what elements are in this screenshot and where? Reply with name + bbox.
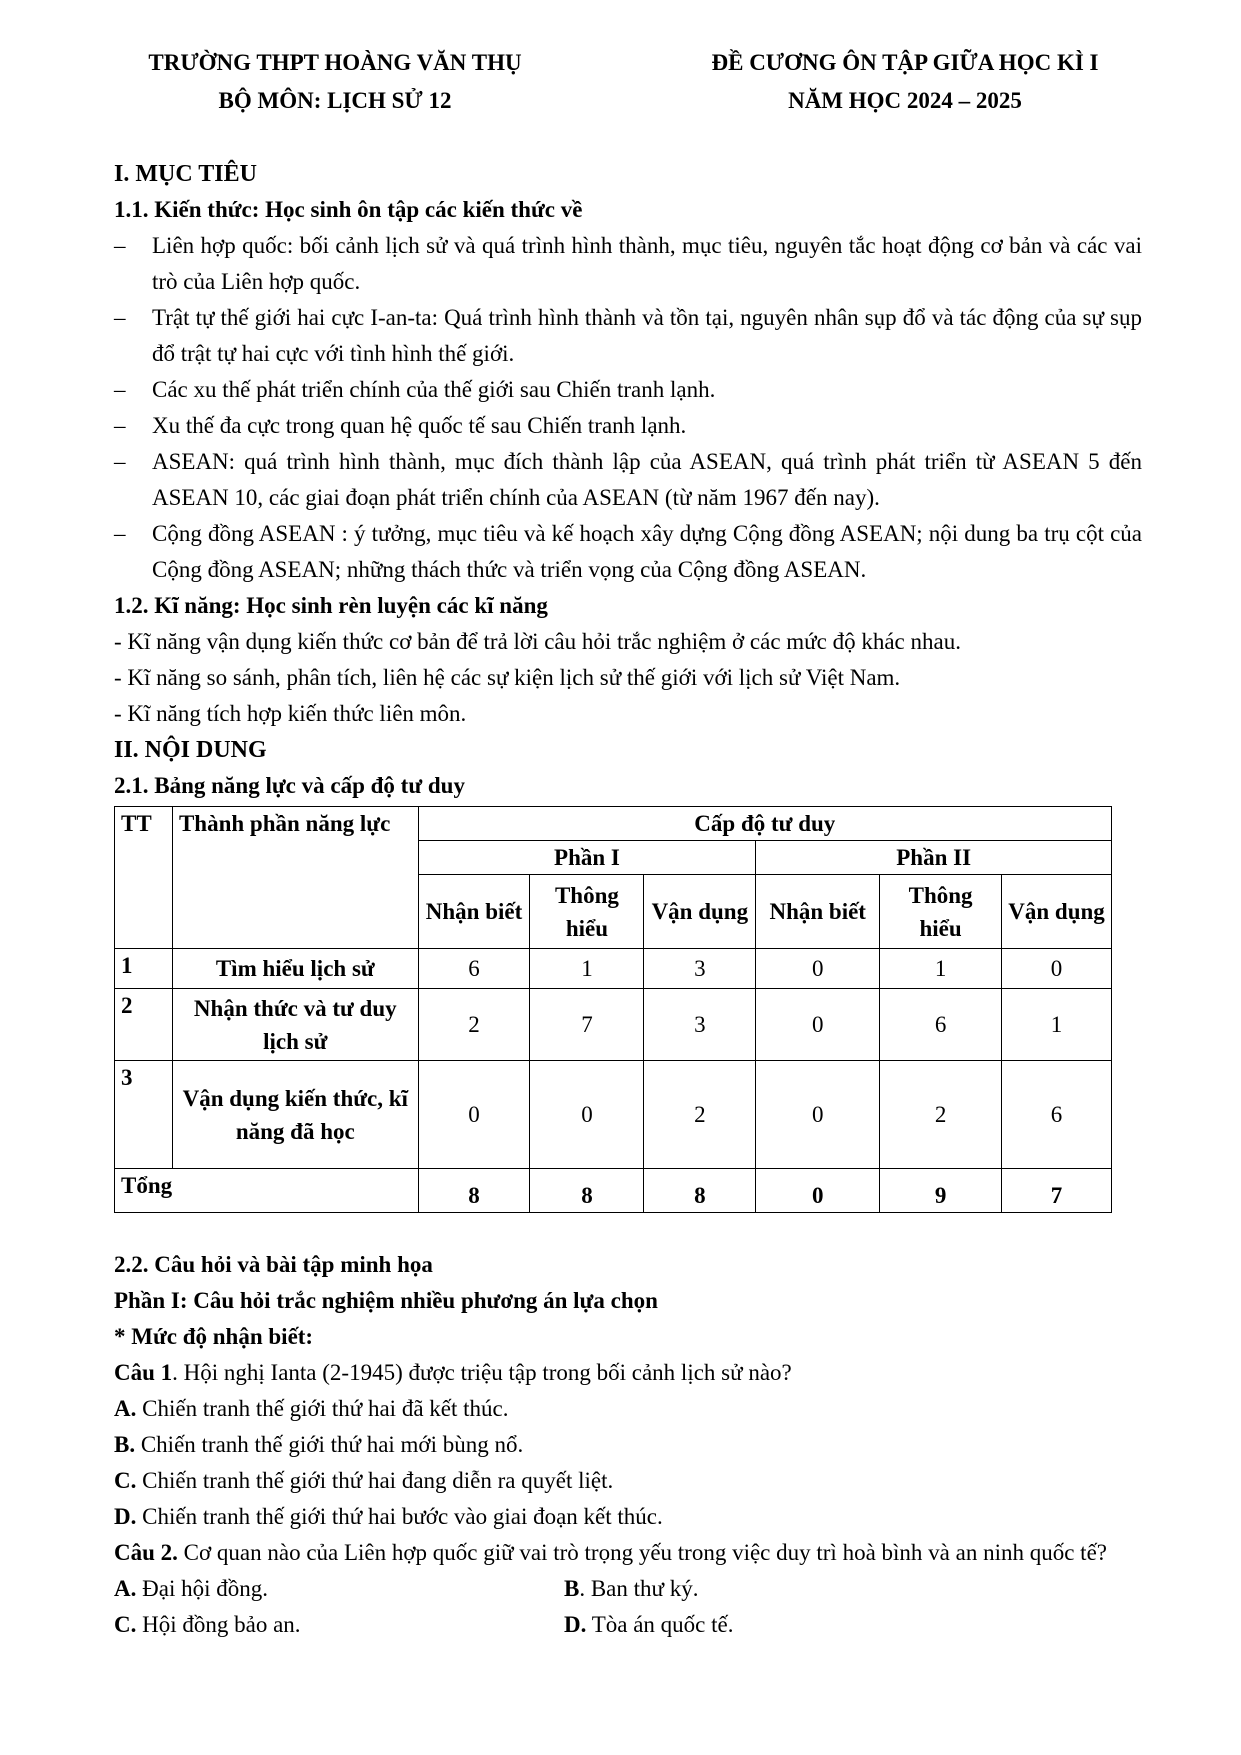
option-key: C. <box>114 1612 137 1637</box>
option-text: Chiến tranh thế giới thứ hai mới bùng nổ. <box>135 1432 524 1457</box>
total-value: 7 <box>1002 1169 1112 1213</box>
cell-value: 6 <box>880 989 1002 1061</box>
option-text: Hội đồng bảo an. <box>136 1612 301 1637</box>
option-text: Chiến tranh thế giới thứ hai đã kết thúc. <box>136 1396 509 1421</box>
section-heading-content: II. NỘI DUNG <box>114 737 267 763</box>
knowledge-item: – ASEAN: quá trình hình thành, mục đích thành lập của ASEAN, quá trình phát triển từ ASEAN 5 đến ASEAN 10, các giai đoạn phát triển chính của ASEAN (từ năm 1967 đến nay). <box>114 444 1142 516</box>
answer-option <box>114 1463 1142 1499</box>
option-key: C. <box>114 1468 137 1493</box>
answer-option <box>564 1571 699 1607</box>
total-row <box>115 1169 1112 1213</box>
row-tt: 2 <box>115 989 173 1061</box>
sub-header: Vận dụng <box>1002 875 1112 949</box>
header-right <box>660 44 1150 120</box>
table-row <box>115 1061 1112 1169</box>
skill-item: - Kĩ năng vận dụng kiến thức cơ bản để trả lời câu hỏi trắc nghiệm ở các mức độ khác nhau. <box>114 629 961 654</box>
answer-option <box>114 1576 268 1601</box>
option-key: A. <box>114 1396 137 1421</box>
answer-option <box>564 1607 733 1643</box>
questions-heading: 2.2. Câu hỏi và bài tập minh họa <box>114 1252 433 1277</box>
cell-value: 0 <box>756 949 880 989</box>
option-key: B. <box>114 1432 136 1457</box>
header-level: Cấp độ tư duy <box>418 807 1111 841</box>
knowledge-item: – Các xu thế phát triển chính của thế giới sau Chiến tranh lạnh. <box>114 372 1142 408</box>
knowledge-item: – Cộng đồng ASEAN : ý tưởng, mục tiêu và kế hoạch xây dựng Cộng đồng ASEAN; nội dung ba trụ cột của Cộng đồng ASEAN; những thách thức và triển vọng của Cộng đồng ASEAN. <box>114 516 1142 588</box>
total-value: 8 <box>418 1169 530 1213</box>
part1-heading: Phần I: Câu hỏi trắc nghiệm nhiều phương án lựa chọn <box>114 1288 658 1313</box>
sub-header: Vận dụng <box>644 875 756 949</box>
header-part1: Phần I <box>418 841 756 875</box>
sub-header: Nhận biết <box>756 875 880 949</box>
cell-value: 6 <box>1002 1061 1112 1169</box>
document-title: ĐỀ CƯƠNG ÔN TẬP GIỮA HỌC KÌ I <box>711 50 1099 75</box>
skill-item: - Kĩ năng tích hợp kiến thức liên môn. <box>114 701 467 726</box>
knowledge-item: – Xu thế đa cực trong quan hệ quốc tế sau Chiến tranh lạnh. <box>114 408 1142 444</box>
sub-header: Nhận biết <box>418 875 530 949</box>
table-heading: 2.1. Bảng năng lực và cấp độ tư duy <box>114 773 465 798</box>
row-tt: 3 <box>115 1061 173 1169</box>
answer-option <box>114 1427 1142 1463</box>
header-part2: Phần II <box>756 841 1112 875</box>
option-text: Chiến tranh thế giới thứ hai đang diễn ra quyết liệt. <box>136 1468 614 1493</box>
option-text: Tòa án quốc tế. <box>586 1612 734 1637</box>
document-body <box>114 156 1142 1643</box>
cell-value: 0 <box>756 989 880 1061</box>
option-key: D. <box>114 1504 137 1529</box>
knowledge-item: – Liên hợp quốc: bối cảnh lịch sử và quá trình hình thành, mục tiêu, nguyên tắc hoạt động cơ bản và các vai trò của Liên hợp quốc. <box>114 228 1142 300</box>
question-2 <box>114 1535 1142 1571</box>
answer-option <box>114 1499 1142 1535</box>
header-tt: TT <box>115 807 173 949</box>
total-value: 8 <box>530 1169 644 1213</box>
total-value: 8 <box>644 1169 756 1213</box>
total-value: 0 <box>756 1169 880 1213</box>
option-text: Đại hội đồng. <box>136 1576 268 1601</box>
cell-value: 6 <box>418 949 530 989</box>
cell-value: 0 <box>418 1061 530 1169</box>
answer-option <box>114 1391 1142 1427</box>
answer-option-row <box>114 1607 1142 1643</box>
row-name: Nhận thức và tư duy lịch sử <box>172 989 418 1061</box>
option-key: B <box>564 1576 580 1601</box>
total-value: 9 <box>880 1169 1002 1213</box>
cell-value: 2 <box>880 1061 1002 1169</box>
cell-value: 1 <box>1002 989 1112 1061</box>
cell-value: 1 <box>880 949 1002 989</box>
section-heading-objectives: I. MỤC TIÊU <box>114 161 257 187</box>
cell-value: 2 <box>418 989 530 1061</box>
skill-item: - Kĩ năng so sánh, phân tích, liên hệ các sự kiện lịch sử thế giới với lịch sử Việt Nam. <box>114 665 901 690</box>
sub-header: Thông hiểu <box>530 875 644 949</box>
question-1 <box>114 1355 1142 1391</box>
question-text: Cơ quan nào của Liên hợp quốc giữ vai trò trọng yếu trong việc duy trì hoà bình và an ninh quốc tế? <box>177 1540 1107 1565</box>
cell-value: 2 <box>644 1061 756 1169</box>
total-label: Tổng <box>115 1169 419 1213</box>
sub-header: Thông hiểu <box>880 875 1002 949</box>
department-name: BỘ MÔN: LỊCH SỬ 12 <box>218 88 452 113</box>
row-tt: 1 <box>115 949 173 989</box>
question-label: Câu 1 <box>114 1360 173 1385</box>
answer-option-row <box>114 1571 1142 1607</box>
table-row <box>115 989 1112 1061</box>
question-text: . Hội nghị Ianta (2-1945) được triệu tập trong bối cảnh lịch sử nào? <box>172 1360 792 1385</box>
question-label: Câu 2. <box>114 1540 178 1565</box>
level-heading: * Mức độ nhận biết: <box>114 1324 314 1349</box>
knowledge-heading: 1.1. Kiến thức: Học sinh ôn tập các kiến thức về <box>114 197 583 222</box>
cell-value: 1 <box>530 949 644 989</box>
cell-value: 3 <box>644 949 756 989</box>
cell-value: 0 <box>756 1061 880 1169</box>
option-text: Chiến tranh thế giới thứ hai bước vào giai đoạn kết thúc. <box>136 1504 663 1529</box>
row-name: Vận dụng kiến thức, kĩ năng đã học <box>172 1061 418 1169</box>
answer-option <box>114 1612 301 1637</box>
header-component: Thành phần năng lực <box>172 807 418 949</box>
option-key: A. <box>114 1576 137 1601</box>
school-name: TRƯỜNG THPT HOÀNG VĂN THỤ <box>148 50 522 75</box>
skills-heading: 1.2. Kĩ năng: Học sinh rèn luyện các kĩ năng <box>114 593 548 618</box>
knowledge-item: – Trật tự thế giới hai cực I-an-ta: Quá trình hình thành và tồn tại, nguyên nhân sụp đổ và tác động của sự sụp đổ trật tự hai cực với tình hình thế giới. <box>114 300 1142 372</box>
cell-value: 0 <box>1002 949 1112 989</box>
table-row <box>115 949 1112 989</box>
cell-value: 0 <box>530 1061 644 1169</box>
row-name: Tìm hiểu lịch sử <box>172 949 418 989</box>
cell-value: 7 <box>530 989 644 1061</box>
option-text: . Ban thư ký. <box>579 1576 699 1601</box>
option-key: D. <box>564 1612 587 1637</box>
header-left <box>105 44 565 120</box>
cell-value: 3 <box>644 989 756 1061</box>
competency-table <box>114 806 1112 1213</box>
school-year: NĂM HỌC 2024 – 2025 <box>788 88 1022 113</box>
